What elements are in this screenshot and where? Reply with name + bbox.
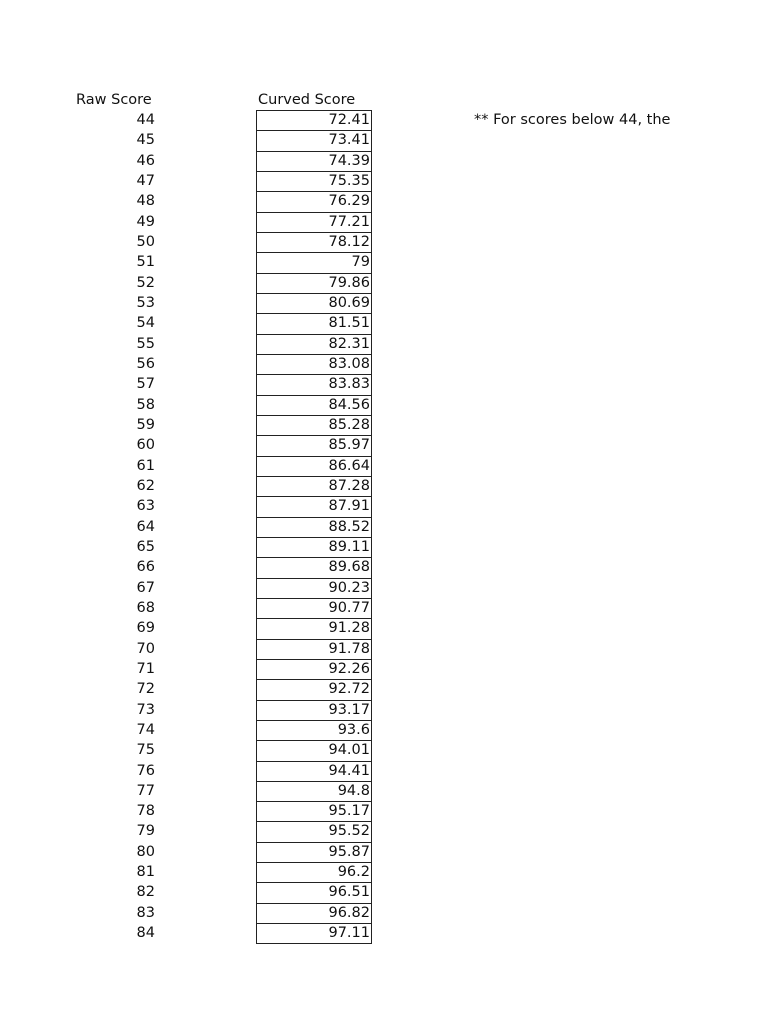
curved-score-column [256, 110, 372, 944]
curved-score-cell[interactable]: 90.77 [257, 599, 371, 619]
curved-score-cell[interactable]: 82.31 [257, 335, 371, 355]
raw-score-cell[interactable]: 58 [136, 396, 155, 413]
curved-score-cell[interactable]: 88.52 [257, 518, 371, 538]
raw-score-cell[interactable]: 50 [136, 233, 155, 250]
curved-score-cell[interactable]: 72.41 [257, 111, 371, 131]
curved-score-cell[interactable]: 96.82 [257, 904, 371, 924]
curved-score-cell[interactable]: 91.28 [257, 619, 371, 639]
raw-score-cell[interactable]: 67 [136, 579, 155, 596]
curved-score-cell[interactable]: 81.51 [257, 314, 371, 334]
raw-score-cell[interactable]: 59 [136, 416, 155, 433]
raw-score-cell[interactable]: 45 [136, 132, 155, 149]
raw-score-cell[interactable]: 73 [136, 701, 155, 718]
curved-score-cell[interactable]: 95.17 [257, 802, 371, 822]
curved-score-cell[interactable]: 89.68 [257, 558, 371, 578]
curved-score-cell[interactable]: 78.12 [257, 233, 371, 253]
raw-score-cell[interactable]: 82 [136, 884, 155, 901]
raw-score-cell[interactable]: 56 [136, 355, 155, 372]
curved-score-cell[interactable]: 89.11 [257, 538, 371, 558]
curved-score-cell[interactable]: 84.56 [257, 396, 371, 416]
curved-score-cell[interactable]: 94.8 [257, 782, 371, 802]
raw-score-header: Raw Score [76, 92, 152, 108]
curved-score-cell[interactable]: 76.29 [257, 192, 371, 212]
curved-score-cell[interactable]: 92.72 [257, 680, 371, 700]
raw-score-cell[interactable]: 44 [136, 112, 155, 128]
curved-score-cell[interactable]: 91.78 [257, 640, 371, 660]
raw-score-column [60, 110, 155, 943]
raw-score-cell[interactable]: 53 [136, 294, 155, 311]
raw-score-cell[interactable]: 54 [136, 315, 155, 332]
curved-score-cell[interactable]: 83.83 [257, 375, 371, 395]
raw-score-cell[interactable]: 79 [136, 823, 155, 840]
raw-score-cell[interactable]: 48 [136, 193, 155, 210]
curved-score-cell[interactable]: 85.97 [257, 436, 371, 456]
raw-score-cell[interactable]: 51 [136, 254, 155, 271]
raw-score-cell[interactable]: 47 [136, 172, 155, 189]
curved-score-cell[interactable]: 87.28 [257, 477, 371, 497]
curved-score-cell[interactable]: 97.11 [257, 924, 371, 944]
curved-score-cell[interactable]: 96.2 [257, 863, 371, 883]
raw-score-cell[interactable]: 77 [136, 782, 155, 799]
raw-score-cell[interactable]: 81 [136, 864, 155, 881]
raw-score-cell[interactable]: 68 [136, 599, 155, 616]
curved-score-cell[interactable]: 92.26 [257, 660, 371, 680]
raw-score-cell[interactable]: 84 [136, 925, 155, 942]
curved-score-cell[interactable]: 95.52 [257, 822, 371, 842]
footnote: ** For scores below 44, the [474, 112, 671, 128]
raw-score-cell[interactable]: 63 [136, 498, 155, 515]
raw-score-cell[interactable]: 66 [136, 559, 155, 576]
raw-score-cell[interactable]: 65 [136, 538, 155, 555]
raw-score-cell[interactable]: 71 [136, 660, 155, 677]
raw-score-cell[interactable]: 55 [136, 335, 155, 352]
curved-score-cell[interactable]: 73.41 [257, 131, 371, 151]
curved-score-cell[interactable]: 75.35 [257, 172, 371, 192]
curved-score-header: Curved Score [258, 92, 356, 108]
curved-score-cell[interactable]: 77.21 [257, 213, 371, 233]
curved-score-cell[interactable]: 87.91 [257, 497, 371, 517]
raw-score-cell[interactable]: 57 [136, 376, 155, 393]
raw-score-cell[interactable]: 78 [136, 803, 155, 820]
raw-score-cell[interactable]: 46 [136, 152, 155, 169]
curved-score-cell[interactable]: 83.08 [257, 355, 371, 375]
raw-score-cell[interactable]: 72 [136, 681, 155, 698]
curved-score-cell[interactable]: 94.41 [257, 762, 371, 782]
raw-score-cell[interactable]: 80 [136, 843, 155, 860]
raw-score-cell[interactable]: 74 [136, 721, 155, 738]
raw-score-cell[interactable]: 83 [136, 904, 155, 921]
curved-score-cell[interactable]: 96.51 [257, 883, 371, 903]
curved-score-cell[interactable]: 80.69 [257, 294, 371, 314]
raw-score-cell[interactable]: 64 [136, 518, 155, 535]
curved-score-cell[interactable]: 79 [257, 253, 371, 273]
raw-score-cell[interactable]: 61 [136, 457, 155, 474]
raw-score-cell[interactable]: 52 [136, 274, 155, 291]
raw-score-cell[interactable]: 76 [136, 762, 155, 779]
curved-score-cell[interactable]: 94.01 [257, 741, 371, 761]
curved-score-cell[interactable]: 95.87 [257, 843, 371, 863]
curved-score-cell[interactable]: 79.86 [257, 274, 371, 294]
curved-score-cell[interactable]: 86.64 [257, 457, 371, 477]
curved-score-cell[interactable]: 74.39 [257, 152, 371, 172]
raw-score-cell[interactable]: 49 [136, 213, 155, 230]
raw-score-cell[interactable]: 60 [136, 437, 155, 454]
curved-score-cell[interactable]: 85.28 [257, 416, 371, 436]
raw-score-cell[interactable]: 75 [136, 742, 155, 759]
raw-score-cell[interactable]: 70 [136, 640, 155, 657]
raw-score-cell[interactable]: 62 [136, 477, 155, 494]
curved-score-cell[interactable]: 93.17 [257, 701, 371, 721]
curved-score-cell[interactable]: 90.23 [257, 579, 371, 599]
curved-score-cell[interactable]: 93.6 [257, 721, 371, 741]
raw-score-cell[interactable]: 69 [136, 620, 155, 637]
